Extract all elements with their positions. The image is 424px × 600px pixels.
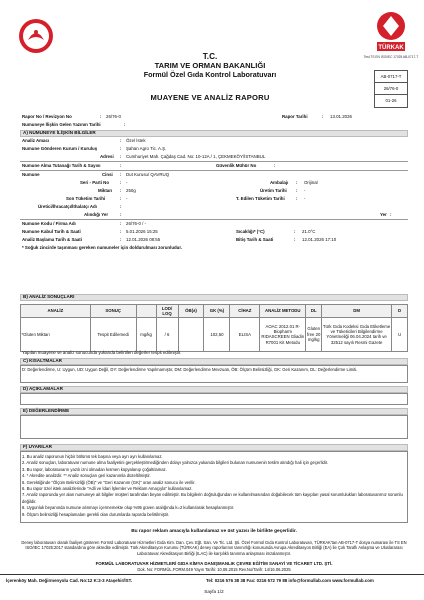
start-value: 12.01.2026 08:55 — [126, 237, 161, 243]
end-label: Bitiş Tarih & Saati — [236, 237, 274, 243]
ref-code-1: AB-0717-T — [375, 71, 407, 83]
turkak-badge-text: TÜRKAK — [378, 45, 404, 51]
document-number: Dok. No: FORMÜL.FORM.049 Yayın Tarihi: 10.08.2015 Rev.No/Tarih: 14/16.06.2025 — [137, 567, 291, 572]
amount-label: Miktarı — [98, 188, 113, 194]
ministry-line-2: TARIM VE ORMAN BAKANLIĞI — [154, 61, 266, 70]
expiry-value: - — [126, 196, 128, 202]
production-date-label: Üretim Tarihi — [260, 188, 287, 194]
package-value: Orijinal — [304, 180, 318, 186]
cold-chain-note: * Soğuk zincirde taşınması gereken numuneler için doldurulması zorunludur. — [22, 245, 183, 251]
security-seal-label: Güvenlik Mühür No — [216, 163, 257, 169]
sample-label: Numune — [22, 172, 40, 178]
col-unit — [136, 305, 156, 318]
col-ob: ÖB(±) — [178, 305, 204, 318]
cell-d: U — [392, 317, 408, 351]
sample-type-label: Cinsi — [102, 172, 113, 178]
footer-address: İçerenköy Mah. Değirmenyolu Cad. No:12 K:2-3 Ataşehir/İST. — [6, 578, 132, 583]
sender-value: Şahan Agro Tic. A.Ş. — [126, 146, 167, 152]
amount-value: 250g — [126, 188, 136, 194]
section-d-title: D) AÇIKLAMALAR — [20, 386, 408, 393]
col-dm: DM — [322, 305, 392, 318]
results-table — [20, 304, 408, 352]
section-d-frame — [20, 393, 408, 405]
ministry-logo — [18, 18, 54, 54]
cell-dm: Türk Gıda Kodeksi Gıda Etiketleme ve Tüketicileri Bilgilendirme Yönetmeliği 06.04.2024 tarih ve 32512 sayılı Resmi Gazete — [322, 317, 392, 351]
lab-name: Formül Özel Gıda Kontrol Laboratuvarı — [143, 70, 277, 79]
warning-item: 1. Bu analiz raporunun hiçbir bölümü tek başına veya ayrı ayrı kullanılamaz. — [22, 454, 163, 459]
cell-method: AOAC 2012.01 R-Biopharm RIDASCREEN Gliadin R7001 Kit Metodu — [260, 317, 306, 351]
col-d: D — [392, 305, 408, 318]
analysis-purpose-value: Özel İstek — [126, 138, 146, 144]
end-value: 12.01.2026 17:10 — [302, 237, 337, 243]
cell-gk: 102,50 — [204, 317, 230, 351]
col-device: CİHAZ — [230, 305, 260, 318]
col-analysis: ANALİZ — [21, 305, 91, 318]
table-row — [21, 317, 408, 351]
report-title: MUAYENE VE ANALİZ RAPORU — [150, 93, 270, 102]
section-c-title: C) KISALTMALAR — [20, 358, 408, 365]
col-method: ANALİZ METODU — [260, 305, 306, 318]
sampling-record-label: Numune Alma Tutanağı Tarih & Sayısı — [22, 163, 101, 169]
report-no-label: Rapor No / Revizyon No — [22, 114, 72, 120]
warning-item: 9. Ölçüm belirsizliği hesaplamaları gerekli olan durumlarda raporda belirtilmiştir. — [22, 511, 170, 517]
batch-label: Seri - Parti No — [80, 180, 110, 186]
cell-ob — [178, 317, 204, 351]
sample-type-value: Dut Kurusu/ QAVRUQ — [126, 172, 170, 178]
package-label: Ambalajı — [270, 180, 289, 186]
batch-value: - — [126, 180, 128, 186]
warning-item: 6. Bu rapor özel istek analizlerinde "Adli ve İdari İşlemler ve Reklam Amaçıyla" kullanılamaz. — [22, 486, 193, 492]
address-label: Adresi — [100, 154, 114, 160]
section-b-title: B) ANALİZ SONUÇLARI — [20, 294, 408, 301]
footer-bar — [0, 574, 424, 584]
expiry-label: Son Tüketim Tarihi — [66, 196, 106, 202]
accreditation-text: Deney laboratuvarı olarak faaliyet gösteren Formül Laboratuvar Hizmetleri Gıda Kim. Dan. Çev. Eğt. San. Ve Tic. Ltd. Şti. Özel Formül Gıda Kontrol Laboratuvarı, TÜRKAK'tan AB-0717-T dosya numarası ile TS EN ISO/IEC 17025:2017 standardına göre akredite edilmiştir. Türk Akreditasyon Kurumu (TÜRKAK) deney raporlarının tanınırlığı konusunda Avrupa Akreditasyon Birliği (EA) ile Çok Taraflı Anlaşma ve Uluslararası Laboratuvar Akreditasyon Birliği (ILAC) ile karşılıklı tanınma anlaşması imzalanmıştır. — [21, 540, 407, 556]
sender-label: Numune Gönderen Kurum / Kuruluş — [22, 146, 98, 152]
warning-item: 7. Analiz raporunda yer alan numuneye ait bilgiler müşteri tarafından beyan edilmiştir. Bu bilgilerin doğruluğundan ve kullanılmasından doğabilecek tüm kayıpları yasal sorumlulukları laboratuvarımız sorumlu değildir. — [22, 492, 403, 504]
reference-box — [374, 70, 408, 108]
col-dl: DL — [306, 305, 322, 318]
warning-item: 8. Uygunluk beyanında numune alınmayı içermemekte olup %95 güven aralığında k=2 kullanılarak hesaplanmıştır. — [22, 505, 235, 511]
ministry-line-1: T.C. — [202, 52, 218, 61]
sample-code-label: Numune Kodu / Firma Adı — [22, 221, 76, 227]
turkak-logo — [363, 10, 419, 70]
abbreviations-text: D: Değerlendirme, U: Uygun, UD: Uygun Değil, DY: Değerlendirme Yapılmamıştır, DM: Değerlendirme Mevzuatı, ÖB: Ölçüm Belirsizliği, GK: Geri Kazanım, DL: Değerlendirme Limiti. — [22, 367, 358, 372]
section-e-title: E) DEĞERLENDİRME — [20, 408, 408, 415]
section-a-title: A) NUMUNEYE İLİŞKİN BİLGİLER — [20, 130, 408, 137]
col-result: SONUÇ — [90, 305, 136, 318]
sample-code-value: 26/76-0 / - — [126, 221, 147, 227]
cell-dl: Gluten free 20 mg/kg — [306, 317, 322, 351]
results-footnote: Yapılan muayene ve analiz sonucunda yukarıda belirtilen değerler tespit edilmiştir. — [22, 350, 182, 356]
cell-lod: / 6 — [156, 317, 178, 351]
cell-unit: mg/kg — [136, 317, 156, 351]
report-date-label: Rapor Tarihi — [282, 114, 308, 120]
report-number-row: Rapor No / Revizyon No : 26/76-0 Rapor Tarihi : 13.01.2026 — [22, 114, 352, 120]
ref-code-2: 26/76-0 — [375, 83, 407, 95]
incoming-letter-row: Numuneye İlişkin Gelen Yazının Tarihi : — [22, 122, 126, 128]
acceptance-value: 5.01.2026 15:25 — [126, 229, 158, 235]
recommended-date-value: - — [304, 196, 306, 202]
production-date-value: - — [304, 188, 306, 194]
address-value: Cumhuriyet Mah. Çağdaş Cad. No: 10-12A / 1, ÇEKMEKÖY/İSTANBUL — [126, 154, 266, 160]
producer-label: Üretici/İhracatçı/İthalatçı Adı — [38, 204, 97, 210]
cell-analysis: *Gluten Miktarı — [21, 317, 91, 351]
page-number: Sayfa 1/2 — [204, 589, 224, 594]
cell-device: ELISA — [230, 317, 260, 351]
incoming-letter-label: Numuneye İlişkin Gelen Yazının Tarihi — [22, 122, 101, 128]
cell-result: Tespit Edilemedi — [90, 317, 136, 351]
warning-item: 3. Bu rapor, laboratuvarın yazılı izni olmadan kısmen kopyalanıp çoğaltılamaz. — [22, 466, 167, 472]
recommended-date-label: T. Edilen Tüketim Tarihi — [236, 196, 285, 202]
report-date-value: 13.01.2026 — [330, 114, 352, 120]
section-e-frame — [20, 415, 408, 439]
ref-code-3: 01-26 — [385, 98, 397, 104]
report-no-value: 26/76-0 — [106, 114, 121, 120]
col-lod: LOD/ LOQ — [156, 305, 178, 318]
section-f-title: F) UYARILAR — [20, 444, 408, 451]
warning-item: 2. Analiz sonuçları, laboratuvar numune alma faaliyetini gerçekleştirmediğinden dolayı yalnızca yukarıda bilgileri bulunan numunenin teslim alındığı hali için geçerlidir. — [22, 460, 329, 466]
company-line: FORMÜL LABORATUVAR HİZMETLERİ GIDA KİMYA DANIŞMANLIK ÇEVRE EĞİTİM SANAYİ VE TİCARET LTD. ŞTİ. — [95, 561, 333, 566]
analysis-purpose-label: Analiz Amacı — [22, 138, 50, 144]
temperature-value: 21.0°C — [302, 229, 316, 235]
temperature-label: Sıcaklığı* (°C) — [236, 229, 265, 235]
place-label: Yer — [380, 212, 387, 218]
closing-statement: Bu rapor reklam amacıyla kullanılamaz ve üst yazısı ile birlikte geçerlidir. — [131, 529, 297, 534]
origin-label: Alındığı Yer — [84, 212, 109, 218]
warning-item: 5. Gerektiğinde "Ölçüm Belirsizliği (ÖB)" ve "Geri Kazanım (GK)" oran analiz sonucu ile verilir. — [22, 479, 196, 485]
footer-contact: Tel: 0216 576 38 38 Fax: 0216 572 79 88 info@formullab.com www.formullab.com — [206, 578, 374, 583]
warning-item: 4. * Akredite analizdir. ** Analiz sonuçları geri kazanımla düzeltilmiştir. — [22, 473, 151, 479]
col-gk: GK (%) — [204, 305, 230, 318]
start-label: Analiz Başlama Tarih & Saati — [22, 237, 82, 243]
warnings-list — [22, 454, 406, 518]
turkak-caption: Test TS EN ISO/IEC 17025 AB-0717-T — [363, 55, 419, 59]
acceptance-label: Numune Kabul Tarih & Saati — [22, 229, 81, 235]
